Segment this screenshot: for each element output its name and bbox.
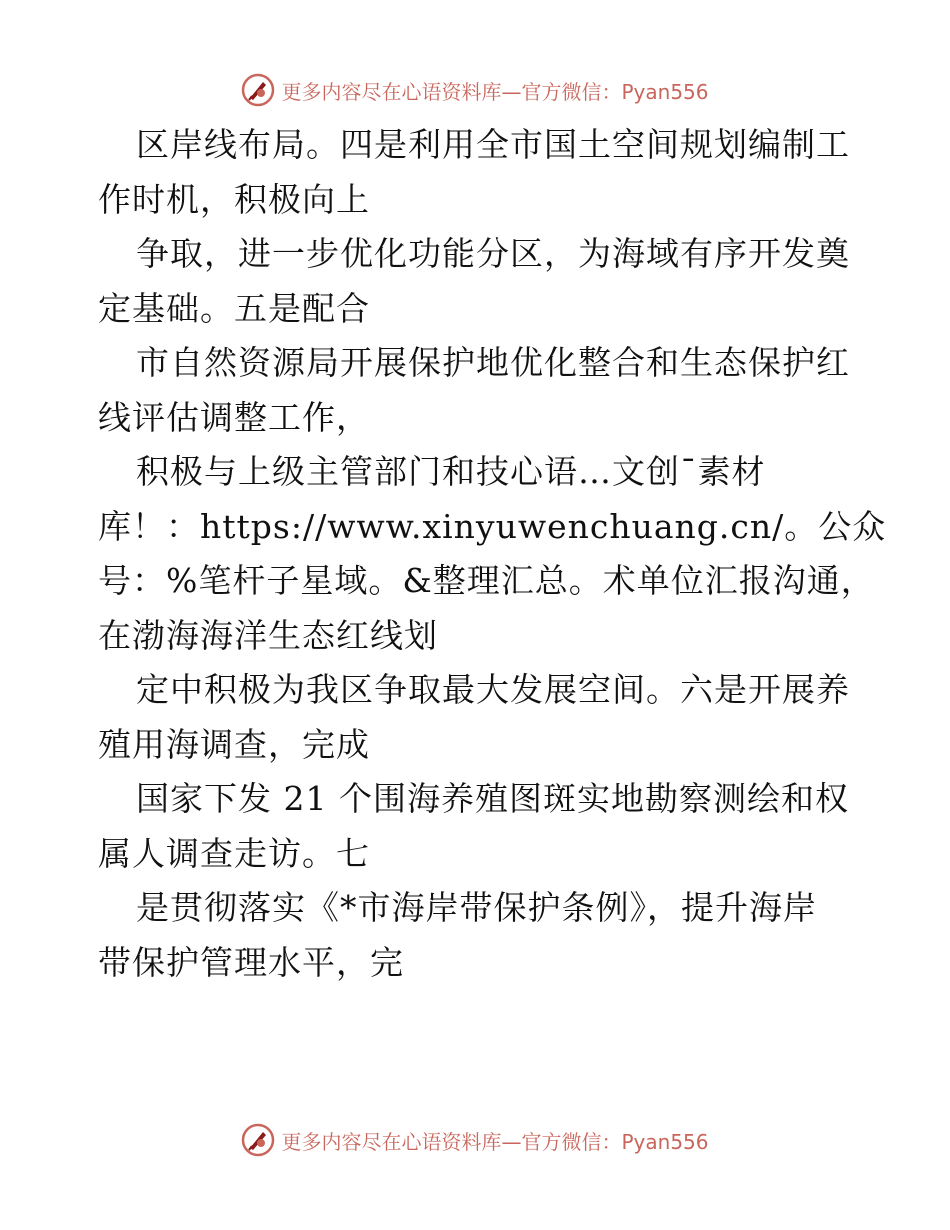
header-wechat-label: 官方微信：	[521, 79, 622, 104]
body-line: 带保护管理水平，完	[98, 942, 404, 982]
header-banner	[0, 70, 950, 110]
header-banner-separator: —	[501, 79, 522, 104]
body-line: 库！：https://www.xinyuwenchuang.cn/。公众	[98, 506, 887, 546]
body-line: 定基础。五是配合	[98, 288, 370, 328]
body-line: 争取，进一步优化功能分区，为海域有序开发奠	[136, 234, 850, 273]
body-line: 市自然资源局开展保护地优化整合和生态保护红	[136, 343, 850, 382]
document-body	[98, 118, 887, 990]
body-line: 作时机，积极向上	[98, 179, 370, 219]
body-line: 积极与上级主管部门和技心语…文创¯素材	[136, 452, 766, 491]
footer-banner-label: 更多内容尽在心语资料库	[281, 1129, 502, 1154]
header-banner-label: 更多内容尽在心语资料库	[281, 79, 502, 104]
body-line: 线评估调整工作，	[98, 397, 370, 437]
body-line: 是贯彻落实《*市海岸带保护条例》，提升海岸	[136, 888, 817, 927]
header-wechat-id: Pyan556	[621, 79, 709, 104]
body-line: 国家下发 21 个围海养殖图斑实地勘察测绘和权	[136, 779, 849, 818]
footer-wechat-id: Pyan556	[621, 1129, 709, 1154]
footer-banner-separator: —	[501, 1129, 522, 1154]
footer-banner	[0, 1120, 950, 1160]
footer-banner-text	[281, 1126, 708, 1155]
body-line: 区岸线布局。四是利用全市国土空间规划编制工	[136, 125, 850, 164]
body-line: 定中积极为我区争取最大发展空间。六是开展养	[136, 670, 850, 709]
body-line: 在渤海海洋生态红线划	[98, 615, 438, 655]
body-line: 属人调查走访。七	[98, 833, 370, 873]
body-line: 殖用海调查，完成	[98, 724, 370, 764]
quill-logo-icon	[241, 73, 275, 107]
body-line: 号：%笔杆子星域。&整理汇总。术单位汇报沟通，	[98, 561, 875, 600]
footer-wechat-label: 官方微信：	[521, 1129, 622, 1154]
header-banner-text	[281, 76, 708, 105]
quill-logo-icon	[241, 1123, 275, 1157]
